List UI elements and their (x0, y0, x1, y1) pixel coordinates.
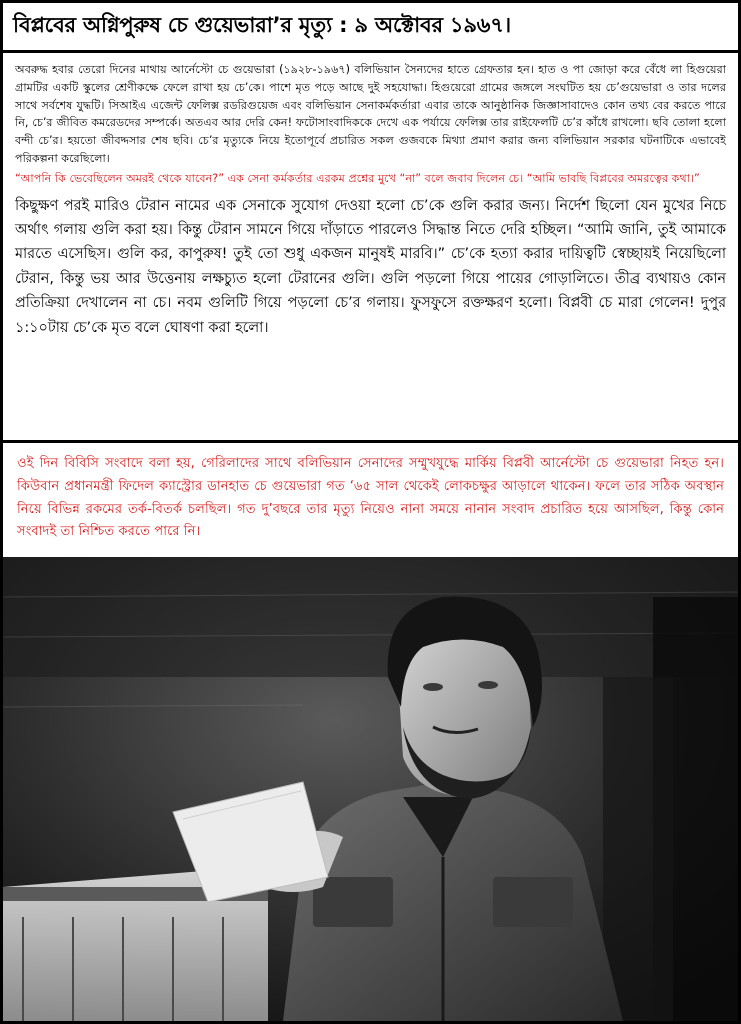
intro-paragraph: অবরুদ্ধ হবার তেরো দিনের মাথায় আর্নেস্টো চে গুয়েভারা (১৯২৮-১৯৬৭) বলিভিয়ান সৈন্যদের হাতে গ্রেফতার হন। হাত ও পা জোড়া করে বেঁধে লা হিগুয়েরা গ্রামটির একটি স্কুলের শ্রেণীকক্ষে ফেলে রাখা হয় চে’কে। পাশে মৃত পড়ে আছে দুই সহযোদ্ধা। হিগুয়েরো গ্রামের জঙ্গলে সংঘটিত হয় চে’গুয়েভারা ও তার দলের সাথে সর্বশেষ যুদ্ধটি। সিআইএ এজেন্ট ফেলিক্স রডরিগুয়েজ এবং বলিভিয়ান সেনাকর্মকর্তারা এবার তাকে আনুষ্ঠানিক জিজ্ঞাসাবাদেও কোন তথ্য বের করতে পারে নি, চে’র জীবিত কমরেডদের সম্পর্কে। অতএব আর দেরি কেন! ফটোসাংবাদিককে দেখে এক পর্যায়ে ফেলিক্স তার রাইফেলটি চে’র কাঁধে রাখলো। ছবি তোলা হলো বন্দী চে’র। হয়তো জীবদ্দসার শেষ ছবি। চে’র মৃত্যুকে নিয়ে ইতোপূর্বে প্রচারিত সকল গুজবকে মিথ্যা প্রমাণ করার জন্য বলিভিয়ান সরকার ঘটনাটিকে এভাবেই পরিকল্পনা করেছিলো। (15, 63, 726, 165)
title-box (3, 3, 738, 53)
section-divider (3, 440, 738, 443)
narrative-section (3, 56, 738, 340)
bbc-report-section (3, 449, 738, 544)
photo-illustration (3, 557, 738, 1021)
che-guevara-photo (3, 557, 738, 1021)
quote-paragraph: “আপনি কি ভেবেছিলেন অমরই থেকে যাবেন?” এক সেনা কর্মকর্তার এরকম প্রশ্নের মুখে “না” বলে জবাব দিলেন চে। “আমি ভাবছি বিপ্লবের অমরত্বের কথা।” (15, 171, 700, 185)
execution-paragraph: কিছুক্ষণ পরই মারিও টেরান নামের এক সেনাকে সুযোগ দেওয়া হলো চে’কে গুলি করার জন্য। নির্দেশ ছিলো যেন মুখের নিচে অর্থাৎ গলায় গুলি করা হয়। কিন্তু টেরান সামনে গিয়ে দাঁড়াতে পারলেও সিদ্ধান্ত নিতে দেরি হচ্ছিল। “আমি জানি, তুই আমাকে মারতে এসেছিস। গুলি কর, কাপুরুষ! তুই তো শুধু একজন মানুষই মারবি।” চে’কে হত্যা করার দায়িত্বটি স্বেচ্ছায়ই নিয়েছিলো টেরান, কিন্তু ভয় আর উত্তেনায় লক্ষচ্যুত হলো টেরানের গুলি। গুলি পড়লো গিয়ে পায়ের গোড়ালিতে। তীব্র ব্যথায়ও কোন প্রতিক্রিয়া দেখালেন না চে। নবম গুলিটি গিয়ে পড়লো চে’র গলায়। ফুসফুসে রক্তক্ষরণ হলো। বিপ্লবী চে মারা গেলেন! দুপুর ১:১০টায় চে’কে মৃত বলে ঘোষণা করা হলো। (15, 197, 726, 336)
bbc-report-paragraph: ওই দিন বিবিসি সংবাদে বলা হয়, গেরিলাদের সাথে বলিভিয়ান সেনাদের সম্মুখযুদ্ধে মার্কিয় বিপ্লবী আর্নেস্টো চে গুয়েভারা নিহত হন। কিউবান প্রধানমন্ত্রী ফিদেল ক্যাস্ট্রোর ডানহাত চে গুয়েভারা গত ‘৬৫ সাল থেকেই লোকচক্ষুর আড়ালে থাকেন। ফলে তার সঠিক অবস্থান নিয়ে বিভিন্ন রকমের তর্ক-বিতর্ক চলছিল। গত দু’বছরে তার মৃত্যু নিয়েও নানা সময়ে নানান সংবাদ প্রচারিত হয়ে আসছিল, কিন্তু কোন সংবাদই তা নিশ্চিত করতে পারে নি। (17, 456, 725, 540)
page-title: বিপ্লবের অগ্নিপুরুষ চে গুয়েভারা’র মৃত্যু : ৯ অক্টোবর ১৯৬৭। (13, 13, 511, 37)
